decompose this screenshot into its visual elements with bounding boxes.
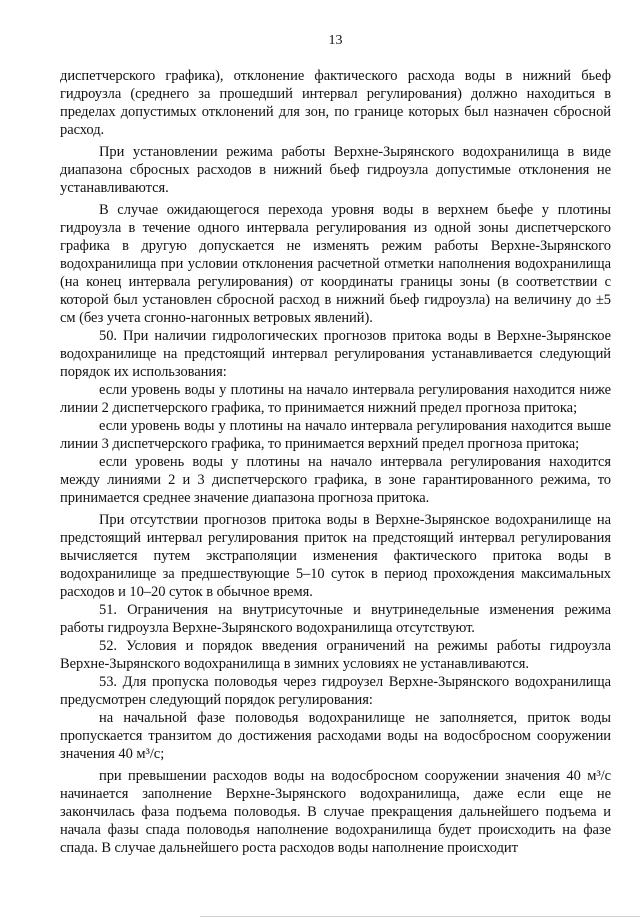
paragraph-1: диспетчерского графика), отклонение фактического расхода воды в нижний бьеф гидроузла (среднего за прошедший интервал регулирования) должно находиться в пределах допустимых отклонений для зон, по границе которых был назначен сбросной расход. xyxy=(60,68,611,138)
document-page xyxy=(60,0,611,857)
paragraph-8: на начальной фазе половодья водохранилище не заполняется, приток воды пропускается транзитом до достижения расходами воды на водосбросном сооружении значения 40 м³/с; xyxy=(60,710,611,762)
document-body xyxy=(60,67,611,857)
paragraph-7: При отсутствии прогнозов притока воды в Верхне-Зырянское водохранилище на предстоящий интервал регулирования приток на предстоящий интервал регулирования вычисляется путем экстраполяции изменения фактического притока воды в водохранилище за предшествующие 5–10 суток в период прохождения максимальных расходов и 10–20 суток в обычное время. xyxy=(60,512,611,600)
paragraph-item-51: 51. Ограничения на внутрисуточные и внутринедельные изменения режима работы гидроузла Верхне-Зырянского водохранилища отсутствуют. xyxy=(60,602,611,636)
paragraph-3: В случае ожидающегося перехода уровня воды в верхнем бьефе у плотины гидроузла в течение одного интервала регулирования из одной зоны диспетчерского графика в другую допускается не изменять режим работы Верхне-Зырянского водохранилища при условии отклонения расчетной отметки наполнения водохранилища (на конец интервала регулирования) от координаты границы зоны (в соответствии с которой был установлен сбросной расход в нижний бьеф гидроузла) на величину до ±5 см (без учета сгонно-нагонных ветровых явлений). xyxy=(60,202,611,326)
paragraph-6: если уровень воды у плотины на начало интервала регулирования находится между линиями 2 и 3 диспетчерского графика, в зоне гарантированного режима, то принимается среднее значение диапазона прогноза притока. xyxy=(60,454,611,506)
paragraph-item-53: 53. Для пропуска половодья через гидроузел Верхне-Зырянского водохранилища предусмотрен следующий порядок регулирования: xyxy=(60,674,611,708)
paragraph-9: при превышении расходов воды на водосбросном сооружении значения 40 м³/с начинается заполнение Верхне-Зырянского водохранилища, даже если еще не закончилась фаза подъема половодья. В случае прекращения дальнейшего подъема и начала фазы спада половодья наполнение водохранилища будет происходить на фазе спада. В случае дальнейшего роста расходов воды наполнение происходит xyxy=(60,768,611,856)
scan-edge-line xyxy=(200,916,640,917)
page-number: 13 xyxy=(328,33,343,48)
paragraph-item-52: 52. Условия и порядок введения ограничений на режимы работы гидроузла Верхне-Зырянского водохранилища в зимних условиях не устанавливаются. xyxy=(60,638,611,672)
paragraph-2: При установлении режима работы Верхне-Зырянского водохранилища в виде диапазона сбросных расходов в нижний бьеф гидроузла допустимые отклонения не устанавливаются. xyxy=(60,144,611,196)
paragraph-item-50: 50. При наличии гидрологических прогнозов притока воды в Верхне-Зырянское водохранилище на предстоящий интервал регулирования устанавливается следующий порядок их использования: xyxy=(60,328,611,380)
paragraph-4: если уровень воды у плотины на начало интервала регулирования находится ниже линии 2 диспетчерского графика, то принимается нижний предел прогноза притока; xyxy=(60,382,611,416)
paragraph-5: если уровень воды у плотины на начало интервала регулирования находится выше линии 3 диспетчерского графика, то принимается верхний предел прогноза притока; xyxy=(60,418,611,452)
